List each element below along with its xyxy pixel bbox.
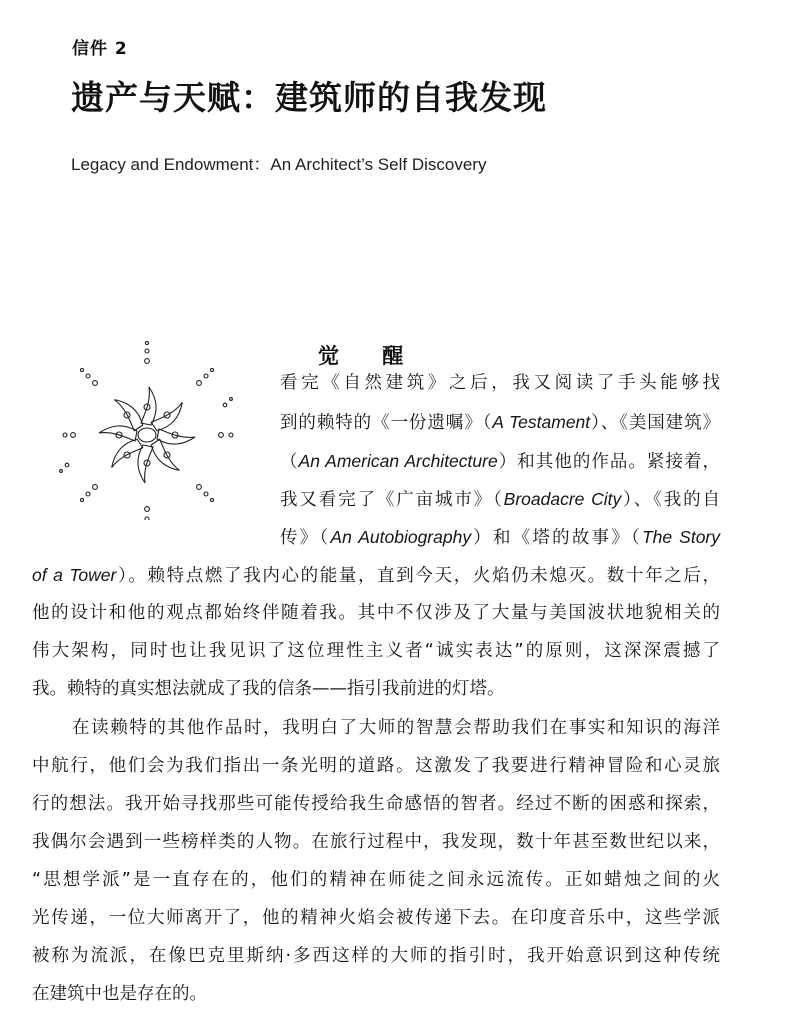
text-line: 在读赖特的其他作品时，我明白了大师的智慧会帮助我们在事实和知识的海洋	[72, 718, 720, 738]
text-line: （An American Architecture）和其他的作品。紧接着，	[280, 451, 721, 472]
text-line: 在建筑中也是存在的。	[32, 984, 207, 1004]
text-line: 行的想法。我开始寻找那些可能传授给我生命感悟的智者。经过不断的困惑和探索，	[32, 794, 720, 814]
letter-number-label: 信件 2	[72, 39, 128, 59]
text-line: 光传递，一位大师离开了，他的精神火焰会被传递下去。在印度音乐中，这些学派	[32, 908, 720, 928]
text-line: 被称为流派，在像巴克里斯纳·多西这样的大师的指引时，我开始意识到这种传统	[32, 946, 720, 966]
text-line: 传》（An Autobiography）和《塔的故事》（The Story	[280, 527, 721, 548]
text-line: 我。赖特的真实想法就成了我的信条——指引我前进的灯塔。	[32, 679, 505, 699]
text-line: 伟大架构，同时也让我见识了这位理性主义者“诚实表达”的原则，这深深震撼了	[32, 641, 720, 661]
section-heading: 觉 醒	[318, 344, 422, 368]
text-line: 看完《自然建筑》之后，我又阅读了手头能够找	[280, 373, 720, 393]
text-line: 我又看完了《广亩城市》（Broadacre City）、《我的自	[280, 489, 720, 510]
text-line: “思想学派”是一直存在的，他们的精神在师徒之间永远流传。正如蜡烛之间的火	[32, 870, 720, 890]
chapter-title: 遗产与天赋：建筑师的自我发现	[71, 78, 547, 117]
text-line: of a Tower）。赖特点燃了我内心的能量，直到今天，火焰仍未熄灭。数十年之后，	[32, 565, 720, 586]
text-line: 他的设计和他的观点都始终伴随着我。其中不仅涉及了大量与美国波状地貌相关的	[32, 603, 720, 623]
text-line: 中航行，他们会为我们指出一条光明的道路。这激发了我要进行精神冒险和心灵旅	[32, 756, 720, 776]
text-line: 到的赖特的《一份遗嘱》（A Testament）、《美国建筑》	[280, 412, 721, 433]
sun-ornament-icon	[55, 335, 235, 520]
chapter-subtitle-english: Legacy and Endowment：An Architect’s Self Discovery	[71, 155, 487, 174]
text-line: 我偶尔会遇到一些榜样类的人物。在旅行过程中，我发现，数十年甚至数世纪以来，	[32, 832, 720, 852]
